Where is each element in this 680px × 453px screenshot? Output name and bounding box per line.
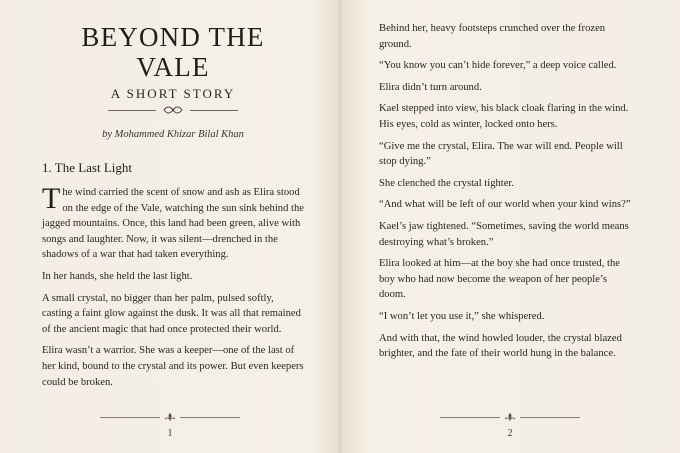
page-number: 2	[507, 428, 513, 439]
paragraph: Elira looked at him—at the boy she had once trusted, the boy who had now become the weapon of her people’s doom.	[379, 258, 620, 301]
footer-line-right	[520, 417, 580, 418]
footer-line-right	[180, 417, 240, 418]
footer-line-left	[440, 417, 500, 418]
paragraph: In her hands, she held the last light.	[42, 270, 193, 282]
footer-line-left	[100, 417, 160, 418]
paragraph: Elira didn’t turn around.	[379, 81, 482, 93]
left-page-body	[42, 182, 304, 390]
right-page-body	[379, 21, 632, 362]
paragraph: And with that, the wind howled louder, the crystal blazed brighter, and the fate of their world hung in the balance.	[379, 332, 622, 360]
scroll-flourish-icon	[162, 105, 184, 115]
paragraph: “I won’t let you use it,” she whispered.	[379, 310, 545, 322]
paragraph: A small crystal, no bigger than her palm, pulsed softly, casting a faint glow against the dusk. It was all that remained of the ancient magic that had once protected their world.	[42, 292, 301, 335]
opening-paragraph	[42, 182, 304, 263]
left-footer-ornament	[0, 412, 340, 422]
paragraph: She clenched the crystal tighter.	[379, 177, 515, 189]
book-subtitle: A SHORT STORY	[110, 86, 236, 101]
fleuron-icon	[504, 412, 516, 422]
drop-cap: T	[42, 182, 61, 215]
paragraph: Kael stepped into view, his black cloak flaring in the wind. His eyes, cold as winter, locked onto hers.	[379, 103, 629, 130]
paragraph: “You know you can’t hide forever,” a deep voice called.	[379, 60, 617, 72]
paragraph: “Give me the crystal, Elira. The war will end. People will stop dying.”	[379, 140, 623, 168]
opening-paragraph-text: he wind carried the scent of snow and ash as Elira stood on the edge of the Vale, watching the sun sink behind the jagged mountains. Once, this land had been green, alive with songs and laughter. Now, it was silent—drenched in the shadows of a war that had taken everything.	[42, 187, 304, 261]
page-number: 1	[167, 428, 173, 439]
title-ornament	[42, 104, 304, 116]
ornament-line-left	[108, 110, 156, 111]
ornament-line-right	[190, 110, 238, 111]
book-title: BEYOND THE VALE	[81, 22, 265, 82]
fleuron-icon	[164, 412, 176, 422]
right-page	[340, 0, 680, 453]
paragraph: Behind her, heavy footsteps crunched over the frozen ground.	[379, 23, 606, 50]
right-footer-ornament	[340, 412, 680, 422]
author-byline: by Mohammed Khizar Bilal Khan	[102, 129, 244, 140]
paragraph: Elira wasn’t a warrior. She was a keeper—one of the last of her kind, bound to the crystal and its power. But even keepers could be broken.	[42, 345, 304, 388]
paragraph: “And what will be left of our world when your kind wins?”	[379, 199, 631, 211]
chapter-heading: 1. The Last Light	[42, 160, 133, 175]
paragraph: Kael’s jaw tightened. “Sometimes, saving the world means destroying what’s broken.”	[379, 220, 629, 248]
